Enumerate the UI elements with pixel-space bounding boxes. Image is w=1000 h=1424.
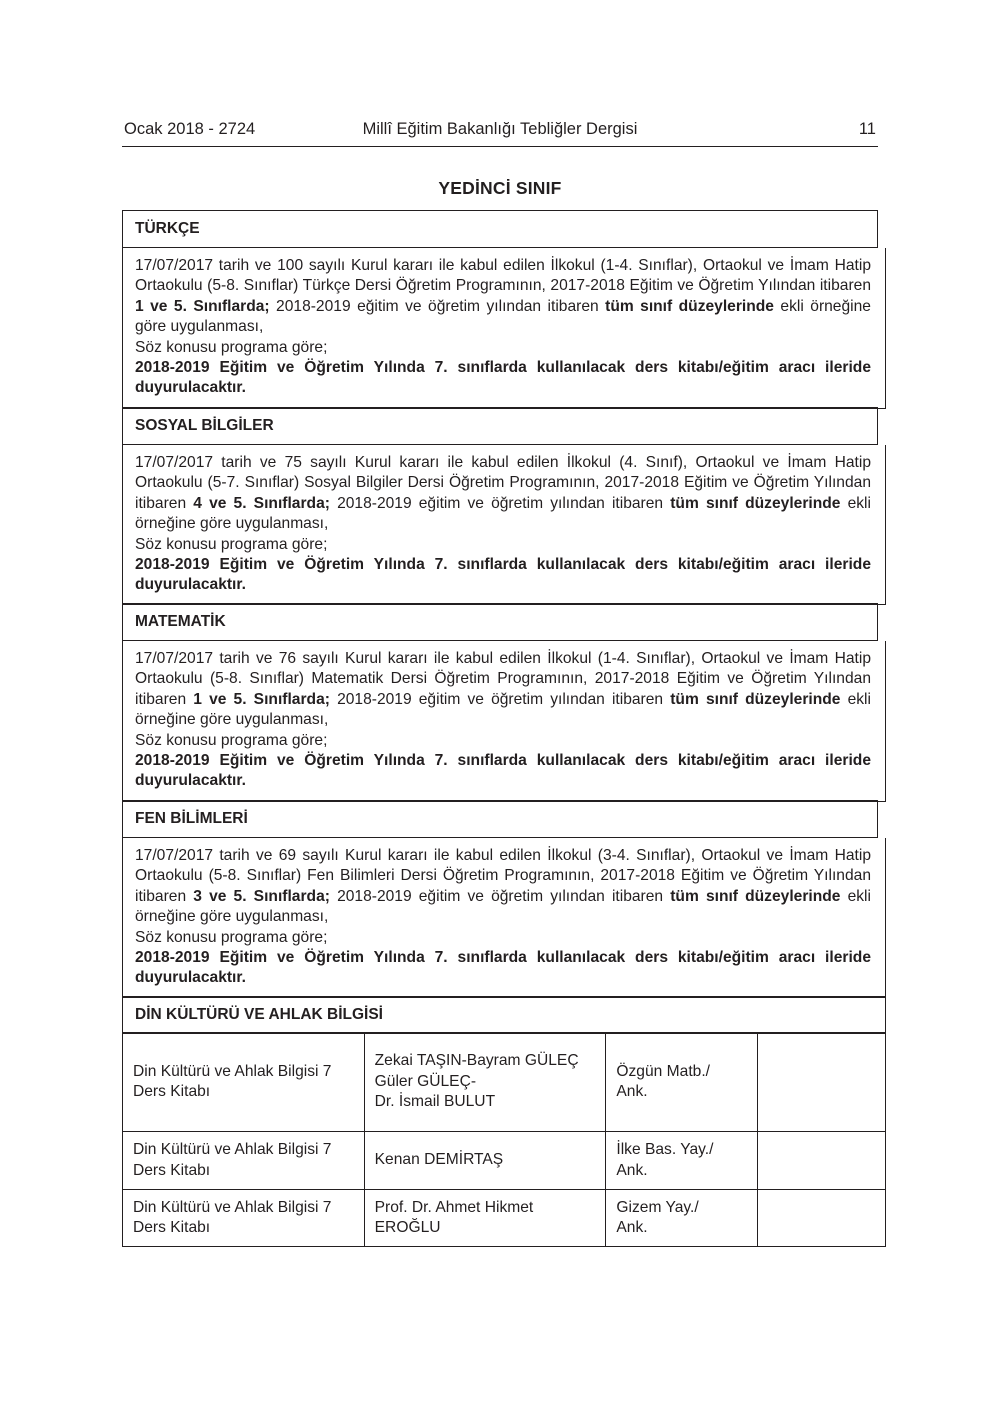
page-number: 11	[858, 120, 876, 138]
book-title-cell: Din Kültürü ve Ahlak Bilgisi 7 Ders Kitabı	[123, 1132, 365, 1190]
textbook-table	[122, 1032, 886, 1247]
section-note: Söz konusu programa göre;	[135, 731, 328, 749]
section-closing: 2018-2019 Eğitim ve Öğretim Yılında 7. sınıflarda kullanılacak ders kitabı/eğitim aracı ileride duyurulacaktır.	[135, 359, 871, 397]
book-title-cell: Din Kültürü ve Ahlak Bilgisi 7 Ders Kitabı	[123, 1190, 365, 1247]
publisher-cell: İlke Bas. Yay./ Ank.	[606, 1132, 758, 1190]
section-paragraph: 17/07/2017 tarih ve 100 sayılı Kurul kararı ile kabul edilen İlkokul (1-4. Sınıflar), Ortaokul ve İmam Hatip Ortaokulu (5-8. Sınıflar) Türkçe Dersi Öğretim Programının, 2017-2018 Eğitim ve Öğretim Yılından itibaren 1 ve 5. Sınıflarda; 2018-2019 eğitim ve öğretim yılından itibaren tüm sınıf düzeylerinde ekli örneğine göre uygulanması,	[135, 257, 871, 336]
notes-cell	[758, 1132, 886, 1190]
section-paragraph: 17/07/2017 tarih ve 76 sayılı Kurul kararı ile kabul edilen İlkokul (1-4. Sınıflar), Ortaokul ve İmam Hatip Ortaokulu (5-8. Sınıflar) Matematik Dersi Öğretim Programının, 2017-2018 Eğitim ve Öğretim Yılından itibaren 1 ve 5. Sınıflarda; 2018-2019 eğitim ve öğretim yılından itibaren tüm sınıf düzeylerinde ekli örneğine göre uygulanması,	[135, 650, 871, 729]
section-body-matematik	[122, 641, 886, 802]
section-heading-matematik: MATEMATİK	[122, 603, 878, 641]
book-title-cell: Din Kültürü ve Ahlak Bilgisi 7 Ders Kitabı	[123, 1033, 365, 1132]
section-paragraph: 17/07/2017 tarih ve 69 sayılı Kurul kararı ile kabul edilen İlkokul (3-4. Sınıflar), Ortaokul ve İmam Hatip Ortaokulu (5-8. Sınıflar) Fen Bilimleri Dersi Öğretim Programının, 2017-2018 Eğitim ve Öğretim Yılından itibaren 3 ve 5. Sınıflarda; 2018-2019 eğitim ve öğretim yılından itibaren tüm sınıf düzeylerinde ekli örneğine göre uygulanması,	[135, 847, 871, 926]
section-closing: 2018-2019 Eğitim ve Öğretim Yılında 7. sınıflarda kullanılacak ders kitabı/eğitim aracı ileride duyurulacaktır.	[135, 556, 871, 594]
authors-cell: Prof. Dr. Ahmet Hikmet EROĞLU	[364, 1190, 606, 1247]
section-closing: 2018-2019 Eğitim ve Öğretim Yılında 7. sınıflarda kullanılacak ders kitabı/eğitim aracı ileride duyurulacaktır.	[135, 949, 871, 987]
section-note: Söz konusu programa göre;	[135, 535, 328, 553]
issue-label: Ocak 2018 - 2724	[124, 120, 256, 138]
section-closing: 2018-2019 Eğitim ve Öğretim Yılında 7. sınıflarda kullanılacak ders kitabı/eğitim aracı ileride duyurulacaktır.	[135, 752, 871, 790]
section-heading-din-kulturu: DİN KÜLTÜRÜ VE AHLAK BİLGİSİ	[122, 996, 886, 1034]
page-title: YEDİNCİ SINIF	[438, 178, 562, 198]
section-note: Söz konusu programa göre;	[135, 338, 328, 356]
table-row	[123, 1033, 886, 1132]
publisher-cell: Gizem Yay./ Ank.	[606, 1190, 758, 1247]
notes-cell	[758, 1033, 886, 1132]
table-row	[123, 1132, 886, 1190]
journal-title: Millî Eğitim Bakanlığı Tebliğler Dergisi	[362, 120, 638, 138]
section-note: Söz konusu programa göre;	[135, 928, 328, 946]
notes-cell	[758, 1190, 886, 1247]
section-body-turkce	[122, 248, 886, 409]
section-body-fen-bilimleri	[122, 838, 886, 998]
publisher-cell: Özgün Matb./ Ank.	[606, 1033, 758, 1132]
authors-cell: Zekai TAŞIN-Bayram GÜLEÇ Güler GÜLEÇ- Dr. İsmail BULUT	[364, 1033, 606, 1132]
section-heading-sosyal-bilgiler: SOSYAL BİLGİLER	[122, 407, 878, 445]
section-heading-turkce: TÜRKÇE	[122, 210, 878, 248]
table-row	[123, 1190, 886, 1247]
running-header	[122, 118, 878, 147]
authors-cell: Kenan DEMİRTAŞ	[364, 1132, 606, 1190]
section-paragraph: 17/07/2017 tarih ve 75 sayılı Kurul kararı ile kabul edilen İlkokul (4. Sınıf), Ortaokul ve İmam Hatip Ortaokulu (5-7. Sınıflar) Sosyal Bilgiler Dersi Öğretim Programının, 2017-2018 Eğitim ve Öğretim Yılından itibaren 4 ve 5. Sınıflarda; 2018-2019 eğitim ve öğretim yılından itibaren tüm sınıf düzeylerinde ekli örneğine göre uygulanması,	[135, 454, 871, 533]
section-heading-fen-bilimleri: FEN BİLİMLERİ	[122, 800, 878, 838]
section-body-sosyal-bilgiler	[122, 445, 886, 605]
